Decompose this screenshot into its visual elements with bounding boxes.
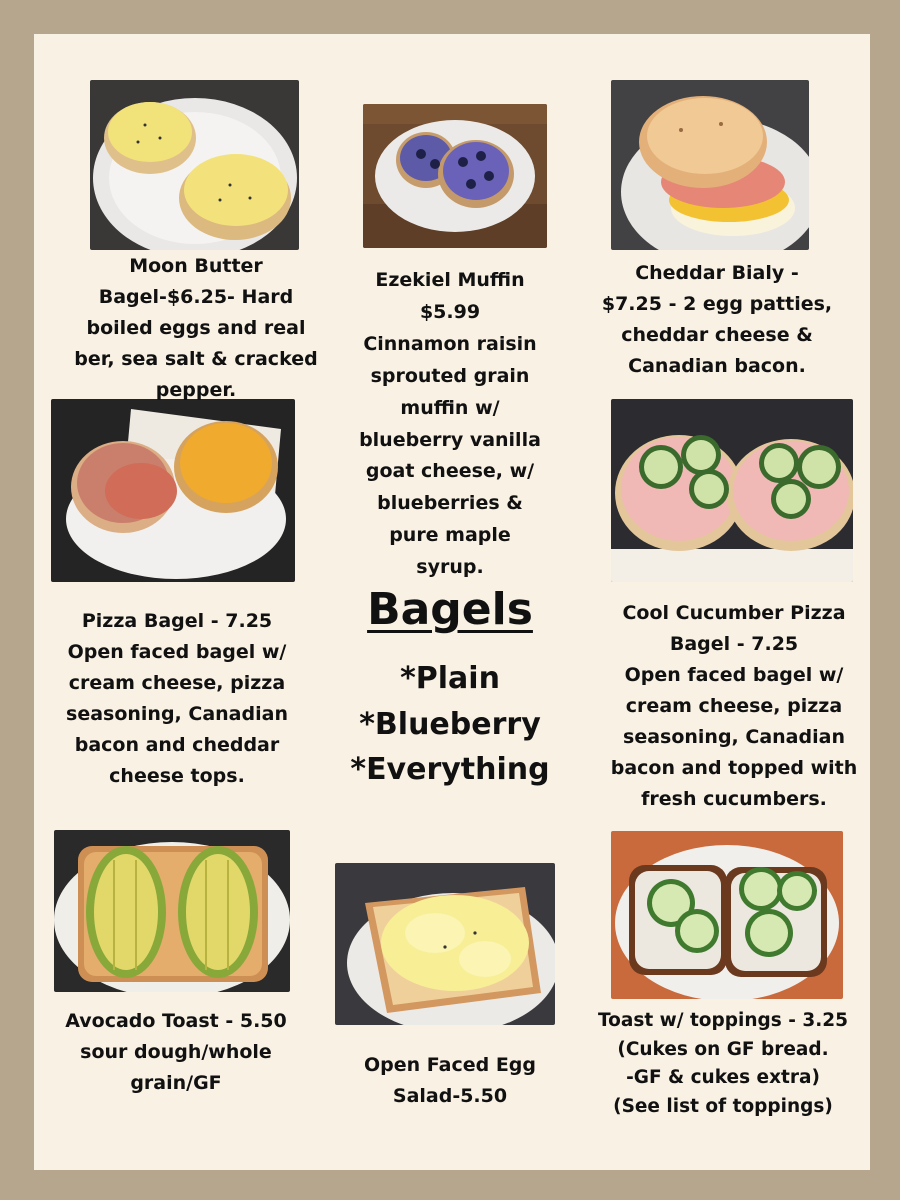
bagel-flavor-item: *Everything <box>350 752 550 788</box>
open-faced-egg-salad-photo <box>335 863 555 1025</box>
cool-cucumber-pizza-bagel-photo <box>611 399 853 582</box>
ezekiel-muffin-photo <box>363 104 547 248</box>
cheddar-bialy-photo <box>611 80 809 250</box>
moon-butter-bagel-caption: Moon Butter Bagel-$6.25- Hard boiled eggs and real ber, sea salt & cracked pepper. <box>74 255 318 401</box>
cheddar-bialy-caption: Cheddar Bialy - $7.25 - 2 egg patties, cheddar cheese & Canadian bacon. <box>601 262 833 377</box>
pizza-bagel-caption: Pizza Bagel - 7.25 Open faced bagel w/ cream cheese, pizza seasoning, Canadian bacon and cheddar cheese tops. <box>66 610 288 787</box>
cool-cucumber-pizza-bagel-caption: Cool Cucumber Pizza Bagel - 7.25 Open faced bagel w/ cream cheese, pizza seasoning, Canadian bacon and topped with fresh cucumbers. <box>610 602 858 810</box>
toast-with-toppings-photo <box>611 831 843 999</box>
avocado-toast-caption: Avocado Toast - 5.50 sour dough/whole grain/GF <box>65 1010 287 1094</box>
bagel-flavors-list <box>330 656 570 793</box>
open-faced-egg-salad-caption: Open Faced Egg Salad-5.50 <box>363 1054 536 1107</box>
toast-with-toppings-caption: Toast w/ toppings - 3.25 (Cukes on GF bread. -GF & cukes extra) (See list of toppings) <box>598 1010 848 1118</box>
ezekiel-muffin-caption: Ezekiel Muffin $5.99 Cinnamon raisin sprouted grain muffin w/ blueberry vanilla goat cheese, w/ blueberries & pure maple syrup. <box>359 269 541 579</box>
bagels-heading: Bagels <box>367 584 533 635</box>
bagel-flavor-item: *Blueberry <box>359 706 541 742</box>
pizza-bagel-photo <box>51 399 295 582</box>
moon-butter-bagel-photo <box>90 80 299 250</box>
bagel-flavor-item: *Plain <box>400 661 500 696</box>
avocado-toast-photo <box>54 830 290 992</box>
